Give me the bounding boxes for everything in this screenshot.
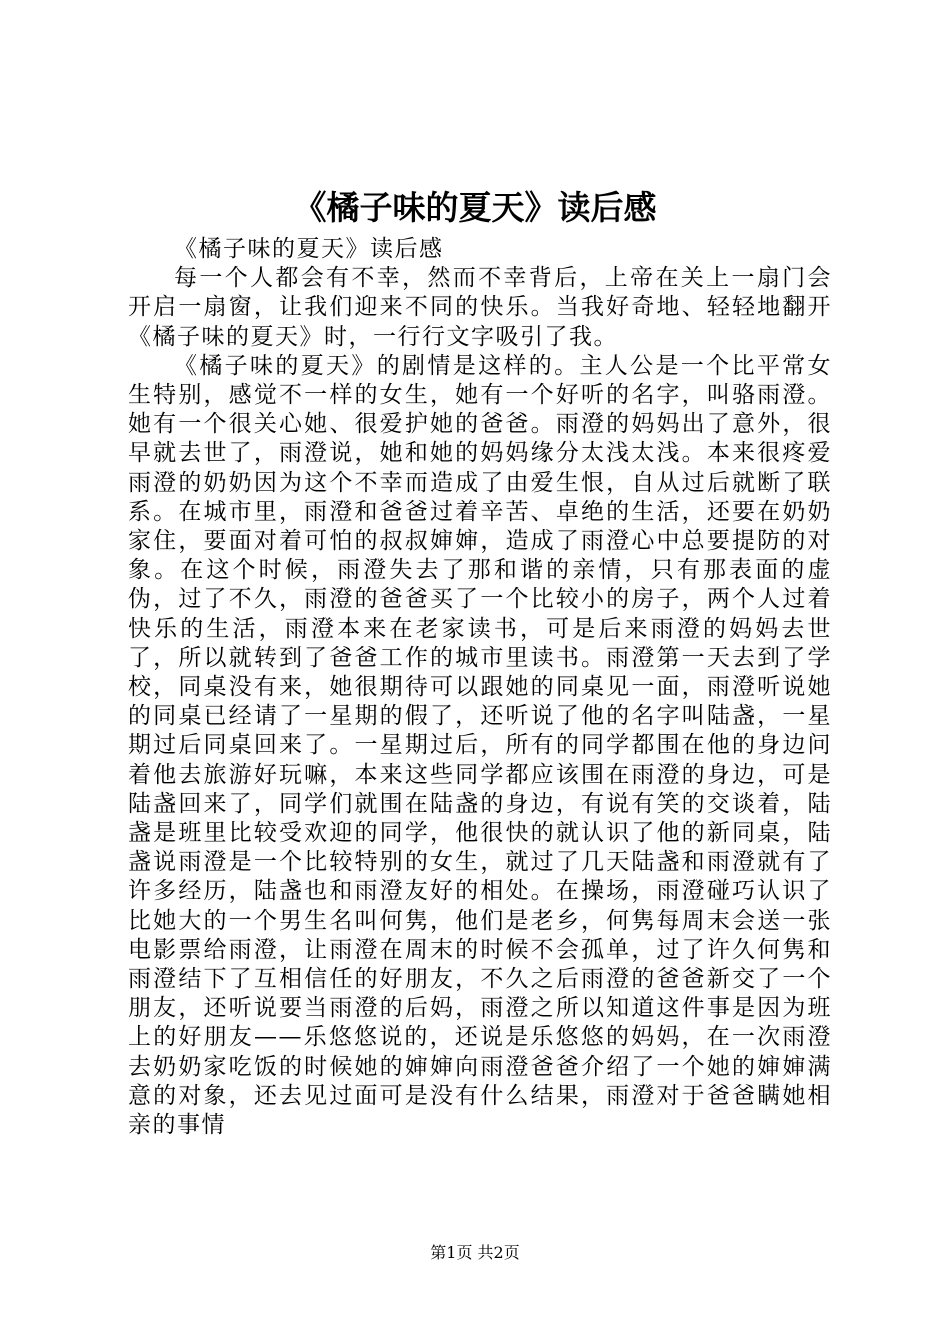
document-body <box>128 235 832 1140</box>
page-number-footer: 第1页 共2页 <box>430 1243 520 1262</box>
paragraph-heading-repeat: 《橘子味的夏天》读后感 <box>174 236 444 262</box>
document-title: 《橘子味的夏天》读后感 <box>293 188 657 227</box>
paragraph-intro: 每一个人都会有不幸，然而不幸背后，上帝在关上一扇门会开启一扇窗，让我们迎来不同的快乐。当我好奇地、轻轻地翻开《橘子味的夏天》时，一行行文字吸引了我。 <box>128 265 832 350</box>
paragraph-plot: 《橘子味的夏天》的剧情是这样的。主人公是一个比平常女生特别，感觉不一样的女生，她有一个好听的名字，叫骆雨澄。她有一个很关心她、很爱护她的爸爸。雨澄的妈妈出了意外，很早就去世了，雨澄说，她和她的妈妈缘分太浅太浅。本来很疼爱雨澄的奶奶因为这个不幸而造成了由爱生恨，自从过后就断了联系。在城市里，雨澄和爸爸过着辛苦、卓绝的生活，还要在奶奶家住，要面对着可怕的叔叔婶婶，造成了雨澄心中总要提防的对象。在这个时候，雨澄失去了那和谐的亲情，只有那表面的虚伪，过了不久，雨澄的爸爸买了一个比较小的房子，两个人过着快乐的生活，雨澄本来在老家读书，可是后来雨澄的妈妈去世了，所以就转到了爸爸工作的城市里读书。雨澄第一天去到了学校，同桌没有来，她很期待可以跟她的同桌见一面，雨澄听说她的同桌已经请了一星期的假了，还听说了他的名字叫陆盏，一星期过后同桌回来了。一星期过后，所有的同学都围在他的身边问着他去旅游好玩嘛，本来这些同学都应该围在雨澄的身边，可是陆盏回来了，同学们就围在陆盏的身边，有说有笑的交谈着，陆盏是班里比较受欢迎的同学，他很快的就认识了他的新同桌，陆盏说雨澄是一个比较特别的女生，就过了几天陆盏和雨澄就有了许多经历，陆盏也和雨澄友好的相处。在操场，雨澄碰巧认识了比她大的一个男生名叫何隽，他们是老乡，何隽每周末会送一张电影票给雨澄，让雨澄在周末的时候不会孤单，过了许久何隽和雨澄结下了互相信任的好朋友，不久之后雨澄的爸爸新交了一个朋友，还听说要当雨澄的后妈，雨澄之所以知道这件事是因为班上的好朋友——乐悠悠说的，还说是乐悠悠的妈妈，在一次雨澄去奶奶家吃饭的时候她的婶婶向雨澄爸爸介绍了一个她的婶婶满意的对象，还去见过面可是没有什么结果，雨澄对于爸爸瞒她相亲的事情 <box>128 352 832 1139</box>
